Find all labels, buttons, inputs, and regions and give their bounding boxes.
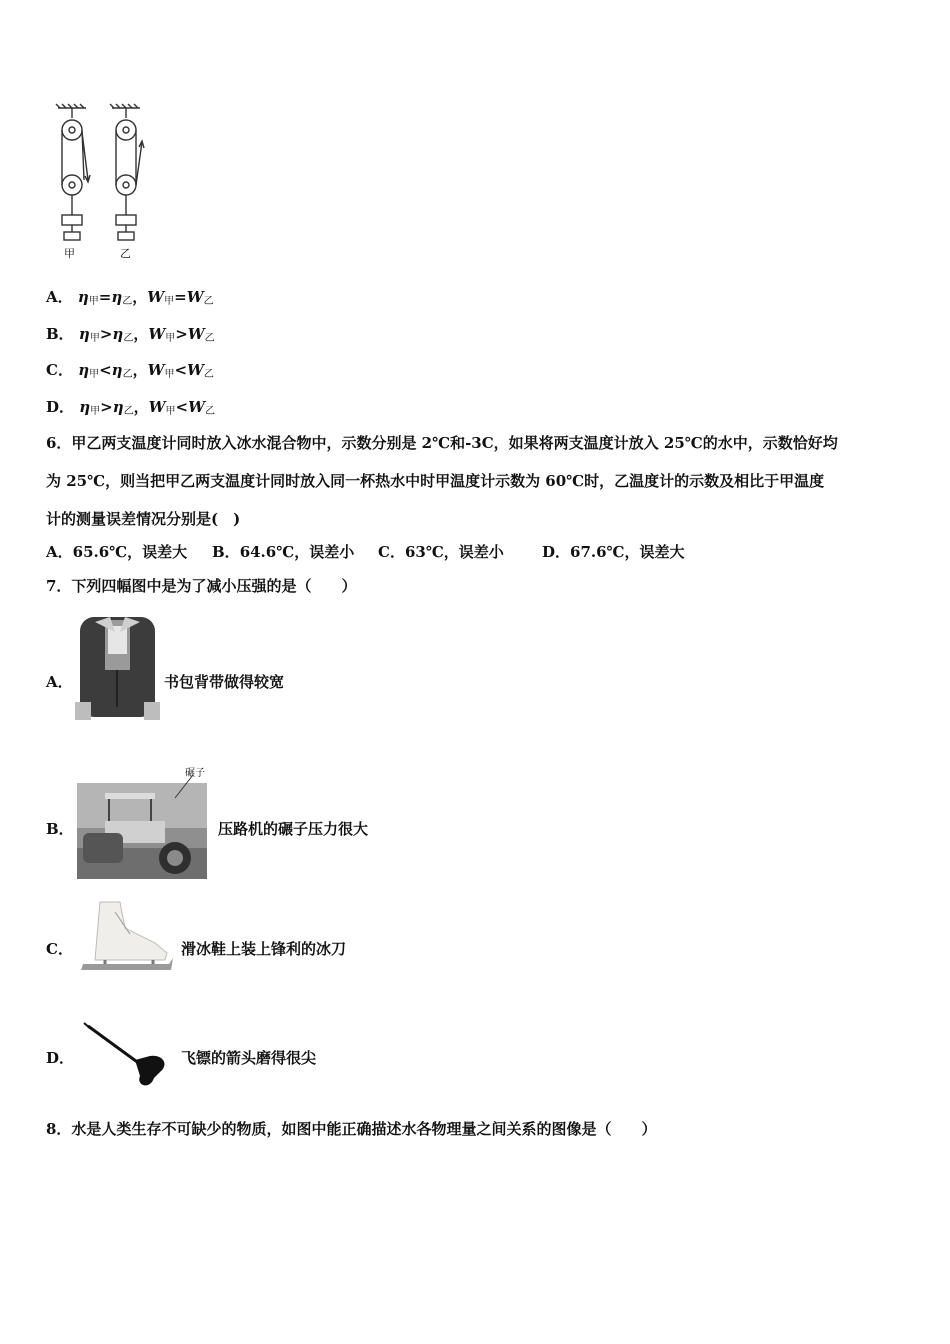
work-symbol: W: [148, 398, 166, 416]
dart-image: [80, 1020, 175, 1092]
relation: >: [100, 398, 113, 416]
work-symbol: W: [147, 361, 165, 379]
q6-option-label: A．: [46, 543, 73, 561]
eta-symbol: η: [77, 288, 89, 306]
work-symbol: W: [187, 361, 204, 379]
q5-option-label: C．: [46, 361, 73, 379]
q6-option-text: 64.6℃，误差小: [239, 543, 355, 561]
q5-option-a[interactable]: A． $\eta_甲=\eta_乙$，$W_甲=W_乙$: [46, 288, 214, 307]
work-symbol: W: [148, 325, 166, 343]
pulley-label-left: 甲: [64, 247, 75, 260]
q6-option-d[interactable]: [542, 541, 685, 562]
subscript: 甲: [89, 369, 100, 380]
work-symbol: W: [187, 325, 205, 343]
subscript: 乙: [123, 406, 134, 417]
relation: <: [174, 361, 188, 379]
q7-option-a-text: 书包背带做得较宽: [164, 673, 285, 691]
backpack-image: [75, 612, 160, 722]
work-symbol: W: [188, 398, 205, 416]
q7-option-d-text: 飞镖的箭头磨得很尖: [181, 1049, 317, 1067]
subscript: 甲: [90, 406, 101, 417]
pulley-label-right: 乙: [120, 247, 131, 260]
q7-option-b-text: 压路机的碾子压力很大: [218, 820, 369, 838]
eta-symbol: η: [78, 361, 90, 379]
q7-option-a-label[interactable]: A．: [46, 673, 73, 691]
eta-symbol: η: [79, 398, 91, 416]
subscript: 乙: [204, 333, 215, 344]
q6-option-label: D．: [542, 543, 571, 561]
subscript: 乙: [122, 296, 133, 307]
relation: >: [175, 325, 188, 343]
q5-option-d[interactable]: D． $\eta_甲>\eta_乙$，$W_甲<W_乙$: [46, 398, 215, 417]
work-symbol: W: [147, 288, 165, 306]
subscript: 乙: [204, 406, 215, 417]
q7-option-d-label[interactable]: D．: [46, 1049, 75, 1067]
eta-symbol: η: [78, 325, 90, 343]
eta-symbol: η: [111, 288, 123, 306]
q7-option-c-text: 滑冰鞋上装上锋利的冰刀: [181, 940, 347, 958]
eta-symbol: η: [112, 398, 124, 416]
q7-option-c-label[interactable]: C．: [46, 940, 73, 958]
relation: <: [175, 398, 189, 416]
q5-option-b[interactable]: B． $\eta_甲>\eta_乙$，$W_甲>W_乙$: [46, 325, 215, 344]
pulley-diagram: [50, 100, 160, 265]
road-roller-image: [75, 763, 210, 881]
q6-option-text: 67.6℃，误差大: [570, 543, 685, 561]
subscript: 乙: [203, 296, 214, 307]
q6-option-a[interactable]: [46, 541, 187, 562]
q6-stem-line3: 计的测量误差情况分别是( ): [46, 510, 241, 528]
pulley-figure: [50, 100, 160, 265]
q5-option-label: D．: [46, 398, 75, 416]
eta-symbol: η: [111, 361, 123, 379]
q5-option-c[interactable]: C． $\eta_甲<\eta_乙$，$W_甲<W_乙$: [46, 361, 214, 380]
q6-stem-line1: 6．甲乙两支温度计同时放入冰水混合物中，示数分别是 2℃和-3C，如果将两支温度计放入 25℃的水中，示数恰好均: [46, 434, 838, 452]
q6-option-label: C．: [378, 543, 405, 561]
work-symbol: W: [186, 288, 204, 306]
subscript: 乙: [123, 333, 134, 344]
subscript: 甲: [165, 406, 176, 417]
q8-stem: 8．水是人类生存不可缺少的物质，如图中能正确描述水各物理量之间关系的图像是（ ）: [46, 1120, 657, 1138]
ice-skate-image: [75, 898, 175, 976]
subscript: 乙: [203, 369, 214, 380]
q6-option-text: 63℃，误差小: [404, 543, 504, 561]
relation: =: [98, 288, 112, 306]
q6-option-b[interactable]: [212, 541, 354, 562]
relation: <: [99, 361, 112, 379]
subscript: 甲: [164, 296, 175, 307]
q6-option-label: B．: [212, 543, 240, 561]
q5-option-label: A．: [46, 288, 73, 306]
q6-option-text: 65.6℃，误差大: [72, 543, 188, 561]
q5-option-label: B．: [46, 325, 74, 343]
subscript: 甲: [164, 369, 175, 380]
relation: >: [99, 325, 113, 343]
q7-option-b-label[interactable]: B．: [46, 820, 74, 838]
subscript: 甲: [165, 333, 176, 344]
roller-callout: 碾子: [185, 768, 205, 779]
subscript: 乙: [122, 369, 133, 380]
eta-symbol: η: [112, 325, 124, 343]
q7-stem: 7．下列四幅图中是为了减小压强的是（ ）: [46, 577, 357, 595]
q6-stem-line2: 为 25℃，则当把甲乙两支温度计同时放入同一杯热水中时甲温度计示数为 60℃时，乙温度计的示数及相比于甲温度: [46, 472, 825, 490]
relation: =: [174, 288, 187, 306]
subscript: 甲: [88, 296, 99, 307]
q6-option-c[interactable]: [378, 541, 504, 562]
subscript: 甲: [89, 333, 100, 344]
